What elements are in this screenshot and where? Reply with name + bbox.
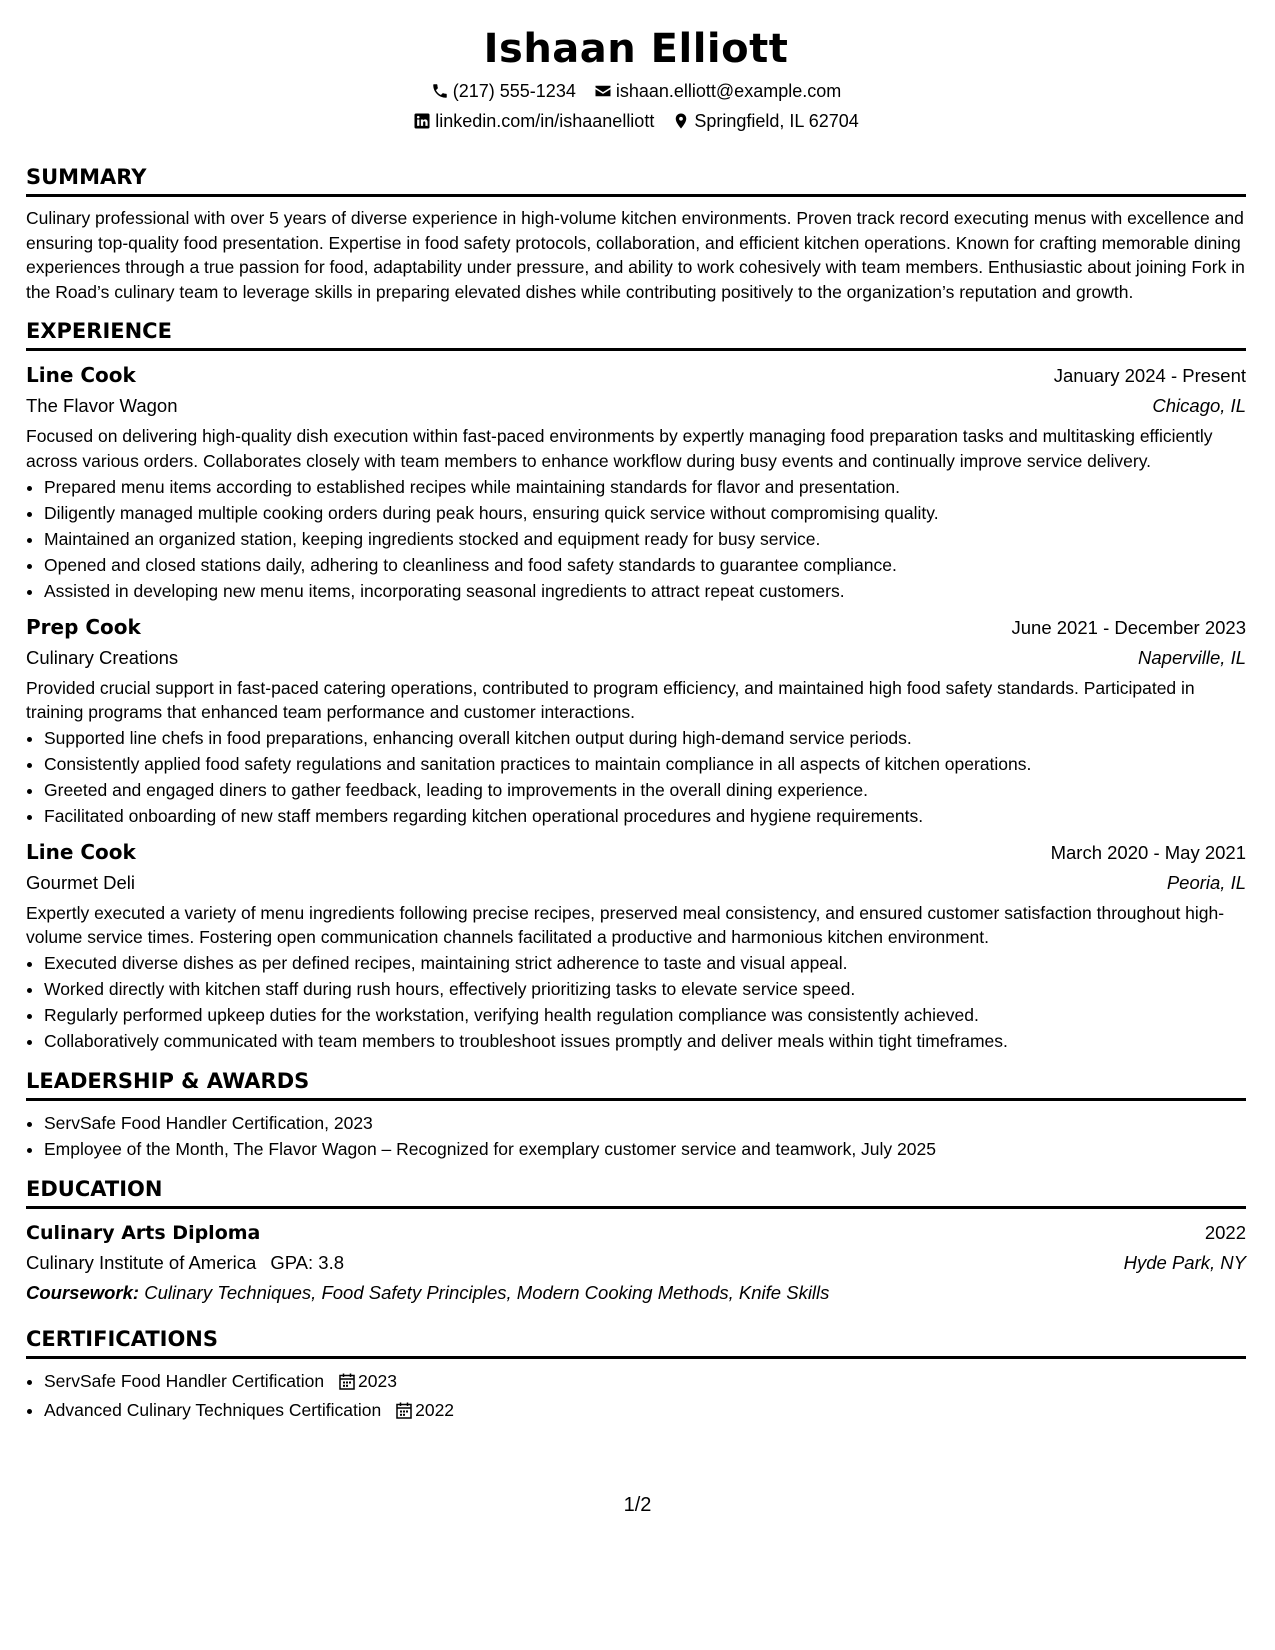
location-contact — [672, 106, 858, 136]
leadership-section — [26, 1066, 1246, 1162]
certification-year: 2023 — [358, 1370, 397, 1391]
gpa-value: GPA: 3.8 — [270, 1251, 345, 1273]
list-item: • ServSafe Food Handler Certification, 2023 — [44, 1110, 1246, 1136]
calendar-icon — [396, 1400, 412, 1426]
job-bullets — [26, 474, 1246, 604]
job-role: Line Cook — [26, 363, 136, 388]
education-title: EDUCATION — [26, 1176, 163, 1201]
list-item: • Collaboratively communicated with team members to troubleshoot issues promptly and deliver meals within tight timeframes. — [44, 1028, 1246, 1054]
job-role: Line Cook — [26, 839, 136, 864]
education-year: 2022 — [1204, 1221, 1246, 1243]
email-address: ishaan.elliott@example.com — [615, 81, 842, 101]
education-location: Hyde Park, NY — [1123, 1251, 1246, 1273]
contact-row-2 — [26, 106, 1246, 136]
experience-section — [26, 316, 1246, 1054]
job-description: Focused on delivering high-quality dish execution within fast-paced environments by expertly managing food preparation tasks and multitasking efficiently across various orders. Collaborates closely with team members to enhance workflow during busy events and continually improve service delivery. — [26, 426, 1213, 471]
summary-title: SUMMARY — [26, 165, 147, 189]
coursework-label: Coursework: — [26, 1281, 140, 1303]
linkedin-icon — [413, 112, 431, 130]
list-item: • Opened and closed stations daily, adhering to cleanliness and food safety standards to guarantee compliance. — [44, 552, 1246, 578]
summary-text: Culinary professional with over 5 years of diverse experience in high-volume kitchen environments. Proven track record executing menus with excellence and ensuring top-quality food presentation. Expertise in food safety protocols, collaboration, and efficient kitchen operations. Known for crafting memorable dining experiences through a true passion for food, adaptability under pressure, and ability to work cohesively with team members. Enthusiastic about joining Fork in the Road’s culinary team to leverage skills in preparing elevated dishes while contributing positively to the organization’s reputation and growth. — [26, 208, 1245, 302]
map-pin-icon — [672, 112, 690, 130]
list-item: • Greeted and engaged diners to gather feedback, leading to improvements in the overall dining experience. — [44, 777, 1246, 803]
certification-name: Advanced Culinary Techniques Certification — [44, 1399, 382, 1420]
section-divider — [26, 348, 1246, 351]
list-item — [44, 1397, 1246, 1426]
job-subheader — [26, 643, 1246, 673]
school-line — [26, 1248, 344, 1278]
section-divider — [26, 1356, 1246, 1359]
candidate-name: Ishaan Elliott — [483, 26, 789, 72]
list-item: • Supported line chefs in food preparations, enhancing overall kitchen output during high-demand service periods. — [44, 725, 1246, 751]
job-header — [26, 837, 1246, 868]
certification-name: ServSafe Food Handler Certification — [44, 1370, 325, 1391]
job-company: Gourmet Deli — [26, 871, 135, 893]
page-number: 1/2 — [623, 1494, 652, 1516]
section-divider — [26, 1098, 1246, 1101]
leadership-list — [26, 1110, 1246, 1162]
phone-contact[interactable] — [431, 76, 576, 106]
education-section — [26, 1174, 1246, 1308]
job-location: Naperville, IL — [1138, 646, 1246, 668]
list-item: • Facilitated onboarding of new staff members regarding kitchen operational procedures and hygiene requirements. — [44, 803, 1246, 829]
job-header — [26, 612, 1246, 643]
job-location: Peoria, IL — [1166, 871, 1246, 893]
resume-page — [26, 0, 1246, 1426]
summary-section — [26, 162, 1246, 304]
phone-icon — [431, 82, 449, 100]
certifications-list — [26, 1368, 1246, 1426]
list-item: • Employee of the Month, The Flavor Wagon – Recognized for exemplary customer service and teamwork, July 2025 — [44, 1136, 1246, 1162]
job-entry — [26, 360, 1246, 603]
job-subheader — [26, 868, 1246, 898]
section-divider — [26, 1206, 1246, 1209]
education-subheader — [26, 1248, 1246, 1278]
job-description: Expertly executed a variety of menu ingredients following precise recipes, preserved meal consistency, and ensured customer satisfaction throughout high-volume service times. Fostering open communication channels facilitated a productive and harmonious kitchen environment. — [26, 902, 1225, 948]
calendar-icon — [339, 1371, 355, 1397]
job-role: Prep Cook — [26, 614, 141, 639]
job-dates: January 2024 - Present — [1053, 365, 1246, 387]
list-item: • Worked directly with kitchen staff during rush hours, effectively prioritizing tasks to elevate service speed. — [44, 976, 1246, 1002]
job-description: Provided crucial support in fast-paced catering operations, contributed to program efficiency, and maintained high food safety standards. Participated in training programs that enhanced team performance and customer interactions. — [26, 677, 1195, 723]
location-text: Springfield, IL 62704 — [694, 111, 859, 131]
job-bullets — [26, 950, 1246, 1054]
phone-number: (217) 555-1234 — [452, 81, 576, 101]
list-item: • Consistently applied food safety regulations and sanitation practices to maintain compliance in all aspects of kitchen operations. — [44, 751, 1246, 777]
job-dates: March 2020 - May 2021 — [1050, 841, 1246, 863]
leadership-title: LEADERSHIP & AWARDS — [26, 1068, 310, 1093]
certifications-section — [26, 1324, 1246, 1426]
certifications-title: CERTIFICATIONS — [26, 1326, 219, 1351]
list-item: • Executed diverse dishes as per defined recipes, maintaining strict adherence to taste and visual appeal. — [44, 950, 1246, 976]
list-item — [44, 1368, 1246, 1397]
school-name: Culinary Institute of America — [26, 1251, 257, 1273]
job-location: Chicago, IL — [1152, 395, 1246, 417]
linkedin-contact[interactable] — [413, 106, 654, 136]
job-company: The Flavor Wagon — [26, 395, 178, 417]
degree-name: Culinary Arts Diploma — [26, 1221, 261, 1244]
list-item: • Prepared menu items according to established recipes while maintaining standards for flavor and presentation. — [44, 474, 1246, 500]
job-entry — [26, 612, 1246, 829]
list-item: • Assisted in developing new menu items, incorporating seasonal ingredients to attract repeat customers. — [44, 578, 1246, 604]
job-header — [26, 360, 1246, 391]
job-entry — [26, 837, 1246, 1054]
job-subheader — [26, 391, 1246, 421]
job-bullets — [26, 725, 1246, 829]
section-divider — [26, 194, 1246, 197]
job-dates: June 2021 - December 2023 — [1011, 616, 1246, 638]
certification-year: 2022 — [415, 1399, 455, 1420]
contact-row-1 — [26, 76, 1246, 106]
email-contact[interactable] — [594, 76, 841, 106]
linkedin-url: linkedin.com/in/ishaanelliott — [435, 111, 655, 131]
job-company: Culinary Creations — [26, 646, 179, 668]
list-item: • Maintained an organized station, keeping ingredients stocked and equipment ready for busy service. — [44, 526, 1246, 552]
list-item: • Diligently managed multiple cooking orders during peak hours, ensuring quick service without compromising quality. — [44, 500, 1246, 526]
coursework-text: Culinary Techniques, Food Safety Principles, Modern Cooking Methods, Knife Skills — [144, 1281, 830, 1303]
education-header — [26, 1218, 1246, 1248]
list-item: • Regularly performed upkeep duties for the workstation, verifying health regulation compliance was consistently achieved. — [44, 1002, 1246, 1028]
envelope-icon — [594, 82, 612, 100]
experience-title: EXPERIENCE — [26, 319, 172, 344]
coursework-line — [26, 1278, 1246, 1308]
